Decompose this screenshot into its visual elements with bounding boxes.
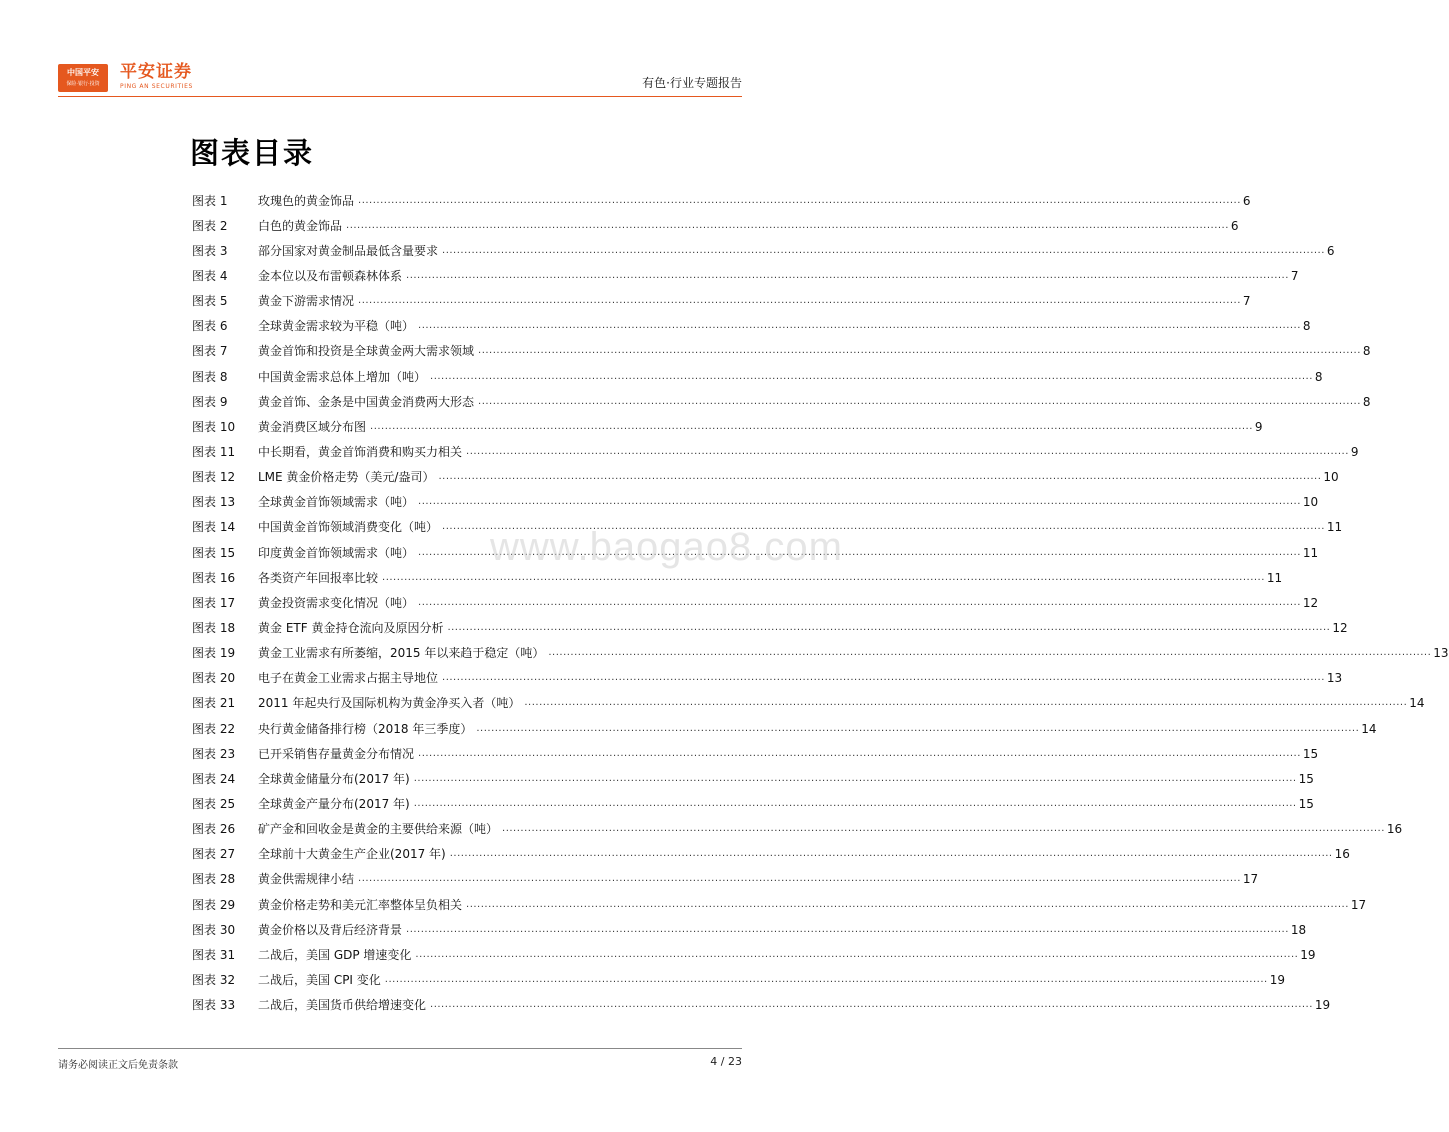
toc-entry[interactable] — [192, 314, 1311, 339]
toc-entry-title: 央行黄金储备排行榜（2018 年三季度） — [258, 721, 473, 736]
toc-leader-dots — [382, 570, 1265, 586]
toc-entry[interactable] — [192, 439, 1359, 464]
toc-leader-dots — [358, 193, 1241, 209]
toc-entry-title: 黄金下游需求情况 — [258, 294, 355, 309]
toc-entry[interactable] — [192, 842, 1350, 867]
toc-entry-number: 图表 2 — [192, 218, 228, 233]
toc-leader-dots — [524, 695, 1407, 711]
toc-entry-title: 二战后，美国 CPI 变化 — [258, 972, 381, 987]
toc-entry-title: 黄金工业需求有所萎缩，2015 年以来趋于稳定（吨） — [258, 646, 545, 661]
toc-entry-title: 黄金价格走势和美元汇率整体呈负相关 — [258, 897, 463, 912]
toc-entry-title: 二战后，美国货币供给增速变化 — [258, 998, 427, 1013]
toc-entry-page: 16 — [1334, 847, 1350, 862]
toc-entry-number: 图表 32 — [192, 972, 236, 987]
toc-entry-page: 15 — [1298, 771, 1314, 786]
toc-entry-number: 图表 31 — [192, 947, 236, 962]
toc-entry-title: 全球黄金需求较为平稳（吨） — [258, 319, 415, 334]
toc-entry-number: 图表 30 — [192, 922, 236, 937]
toc-entry-title: 黄金 ETF 黄金持仓流向及原因分析 — [258, 620, 444, 635]
toc-entry[interactable] — [192, 766, 1314, 791]
toc-entry[interactable] — [192, 364, 1323, 389]
page-number: 4 / 23 — [710, 1055, 742, 1068]
toc-entry-number: 图表 29 — [192, 897, 236, 912]
toc-entry-title: 黄金投资需求变化情况（吨） — [258, 595, 415, 610]
toc-entry[interactable] — [192, 339, 1371, 364]
toc-leader-dots — [414, 796, 1297, 812]
toc-leader-dots — [406, 268, 1289, 284]
toc-entry-number: 图表 1 — [192, 193, 228, 208]
toc-entry[interactable] — [192, 590, 1319, 615]
toc-entry[interactable] — [192, 238, 1335, 263]
toc-entry-page: 9 — [1254, 419, 1263, 434]
toc-entry-page: 12 — [1302, 595, 1319, 610]
toc-entry-page: 7 — [1242, 294, 1251, 309]
toc-entry-page: 14 — [1361, 721, 1377, 736]
toc-entry-title: 矿产金和回收金是黄金的主要供给来源（吨） — [258, 822, 499, 837]
toc-entry[interactable] — [192, 967, 1285, 992]
toc-entry-page: 19 — [1314, 998, 1331, 1013]
toc-entry-page: 6 — [1326, 243, 1335, 258]
brand-name-en: PING AN SECURITIES — [120, 83, 193, 90]
toc-entry-title: 二战后，美国 GDP 增速变化 — [258, 947, 412, 962]
toc-entry-page: 14 — [1409, 696, 1425, 711]
page-header — [58, 62, 742, 96]
toc-entry-number: 图表 25 — [192, 796, 236, 811]
toc-entry[interactable] — [192, 691, 1425, 716]
toc-entry-number: 图表 17 — [192, 595, 236, 610]
toc-entry[interactable] — [192, 641, 1449, 666]
toc-leader-dots — [415, 947, 1298, 963]
toc-entry-title: 玫瑰色的黄金饰品 — [258, 193, 355, 208]
toc-entry-number: 图表 5 — [192, 294, 228, 309]
toc-entry-page: 13 — [1326, 671, 1343, 686]
toc-entry[interactable] — [192, 942, 1316, 967]
toc-entry-page: 7 — [1290, 268, 1299, 283]
toc-entry-number: 图表 14 — [192, 520, 236, 535]
logo-bottom-text: 保险·银行·投资 — [66, 81, 100, 87]
toc-entry-page: 17 — [1350, 897, 1367, 912]
toc-leader-dots — [418, 595, 1301, 611]
toc-entry-number: 图表 3 — [192, 243, 228, 258]
toc-entry-page: 8 — [1302, 319, 1311, 334]
toc-leader-dots — [418, 494, 1301, 510]
toc-leader-dots — [466, 444, 1349, 460]
toc-entry-page: 17 — [1242, 872, 1259, 887]
pingan-logo — [58, 64, 108, 92]
toc-entry-page: 8 — [1362, 394, 1371, 409]
toc-entry-title: 中长期看，黄金首饰消费和购买力相关 — [258, 444, 463, 459]
toc-leader-dots — [478, 343, 1361, 359]
toc-entry-number: 图表 23 — [192, 746, 236, 761]
toc-entry-title: 黄金首饰、金条是中国黄金消费两大形态 — [258, 394, 475, 409]
toc-entry-number: 图表 13 — [192, 495, 236, 510]
toc-entry-page: 8 — [1362, 344, 1371, 359]
footer-disclaimer: 请务必阅读正文后免责条款 — [58, 1060, 178, 1071]
toc-entry-number: 图表 10 — [192, 419, 236, 434]
toc-entry-title: 中国黄金需求总体上增加（吨） — [258, 369, 427, 384]
toc-entry-title: 各类资产年回报率比较 — [258, 570, 379, 585]
toc-entry-title: 黄金供需规律小结 — [258, 872, 355, 887]
toc-leader-dots — [442, 670, 1325, 686]
toc-entry-page: 16 — [1386, 822, 1403, 837]
toc-entry-page: 19 — [1300, 947, 1316, 962]
toc-leader-dots — [466, 897, 1349, 913]
brand-name-cn: 平安证券 — [120, 62, 192, 82]
toc-entry-number: 图表 4 — [192, 268, 228, 283]
toc-entry-title: 黄金消费区域分布图 — [258, 419, 367, 434]
toc-leader-dots — [358, 871, 1241, 887]
logo-top-text: 中国平安 — [67, 68, 99, 77]
toc-entry[interactable] — [192, 791, 1314, 816]
toc-entry-page: 10 — [1302, 495, 1319, 510]
toc-entry[interactable] — [192, 414, 1263, 439]
brand — [120, 62, 193, 90]
toc-entry[interactable] — [192, 867, 1259, 892]
toc-entry[interactable] — [192, 490, 1319, 515]
toc-entry-title: 金本位以及布雷顿森林体系 — [258, 268, 403, 283]
toc-entry-title: 黄金首饰和投资是全球黄金两大需求领域 — [258, 344, 475, 359]
toc-entry-title: 黄金价格以及背后经济背景 — [258, 922, 403, 937]
toc-leader-dots — [548, 645, 1431, 661]
toc-leader-dots — [358, 293, 1241, 309]
toc-entry-page: 9 — [1350, 444, 1359, 459]
toc-entry-number: 图表 11 — [192, 444, 236, 459]
toc-entry-page: 8 — [1314, 369, 1323, 384]
toc-entry-title: 电子在黄金工业需求占据主导地位 — [258, 671, 439, 686]
toc-entry[interactable] — [192, 993, 1331, 1018]
toc-entry-title: 全球黄金储量分布(2017 年) — [258, 771, 410, 786]
toc-entry-number: 图表 22 — [192, 721, 236, 736]
toc-entry-number: 图表 9 — [192, 394, 228, 409]
toc-entry[interactable] — [192, 666, 1343, 691]
toc-entry[interactable] — [192, 465, 1339, 490]
toc-entry-title: 白色的黄金饰品 — [258, 218, 343, 233]
toc-entry-number: 图表 26 — [192, 822, 236, 837]
toc-entry-number: 图表 7 — [192, 344, 228, 359]
toc-entry-title: 部分国家对黄金制品最低含量要求 — [258, 243, 439, 258]
toc-entry-number: 图表 16 — [192, 570, 236, 585]
toc-entry-number: 图表 19 — [192, 646, 236, 661]
toc-leader-dots — [438, 469, 1321, 485]
toc-leader-dots — [406, 922, 1289, 938]
toc-entry-number: 图表 18 — [192, 620, 236, 635]
toc-entry-title: 全球前十大黄金生产企业(2017 年) — [258, 847, 446, 862]
toc-entry-page: 13 — [1433, 646, 1449, 661]
toc-entry[interactable] — [192, 917, 1307, 942]
toc-leader-dots — [346, 218, 1229, 234]
toc-entry-number: 图表 21 — [192, 696, 236, 711]
toc-entry-number: 图表 24 — [192, 771, 236, 786]
toc-entry-title: 已开采销售存量黄金分布情况 — [258, 746, 415, 761]
toc-entry-page: 12 — [1332, 620, 1348, 635]
toc-leader-dots — [385, 972, 1268, 988]
toc-entry-page: 18 — [1290, 922, 1307, 937]
toc-entry-page: 15 — [1298, 796, 1314, 811]
toc-entry-page: 10 — [1323, 470, 1339, 485]
toc-entry[interactable] — [192, 741, 1319, 766]
toc-entry[interactable] — [192, 213, 1239, 238]
toc-entry[interactable] — [192, 892, 1367, 917]
toc-leader-dots — [447, 620, 1330, 636]
header-divider — [58, 96, 742, 97]
toc-entry-number: 图表 8 — [192, 369, 228, 384]
toc-entry[interactable] — [192, 389, 1371, 414]
toc-entry[interactable] — [192, 263, 1299, 288]
toc-leader-dots — [450, 846, 1333, 862]
report-type: 有色·行业专题报告 — [642, 76, 742, 90]
toc-entry-title: LME 黄金价格走势（美元/盎司） — [258, 470, 435, 485]
toc-entry-title: 中国黄金首饰领域消费变化（吨） — [258, 520, 439, 535]
toc-leader-dots — [414, 771, 1297, 787]
toc-entry-page: 6 — [1242, 193, 1251, 208]
page-title: 图表目录 — [190, 136, 315, 170]
toc-entry-page: 11 — [1302, 545, 1319, 560]
toc-entry-title: 全球黄金产量分布(2017 年) — [258, 796, 410, 811]
toc-leader-dots — [418, 746, 1301, 762]
toc-entry-number: 图表 28 — [192, 872, 236, 887]
toc-entry[interactable] — [192, 289, 1251, 314]
toc-entry-number: 图表 12 — [192, 470, 236, 485]
toc-leader-dots — [442, 243, 1325, 259]
toc-entry-page: 11 — [1266, 570, 1283, 585]
toc-entry-number: 图表 6 — [192, 319, 228, 334]
toc-leader-dots — [502, 821, 1385, 837]
toc-entry-page: 11 — [1326, 520, 1343, 535]
toc-entry-title: 2011 年起央行及国际机构为黄金净买入者（吨） — [258, 696, 521, 711]
toc-entry-page: 15 — [1302, 746, 1319, 761]
footer-divider — [58, 1048, 742, 1049]
toc-leader-dots — [476, 721, 1359, 737]
toc-entry-number: 图表 15 — [192, 545, 236, 560]
toc-entry-page: 19 — [1269, 972, 1285, 987]
toc-entry-title: 印度黄金首饰领域需求（吨） — [258, 545, 415, 560]
toc-entry-page: 6 — [1230, 218, 1239, 233]
toc-entry[interactable] — [192, 716, 1377, 741]
toc-entry-title: 全球黄金首饰领域需求（吨） — [258, 495, 415, 510]
toc-leader-dots — [478, 394, 1361, 410]
toc-leader-dots — [370, 419, 1253, 435]
toc-entry[interactable] — [192, 817, 1403, 842]
table-of-figures — [192, 188, 1449, 1018]
toc-entry-number: 图表 20 — [192, 671, 236, 686]
toc-entry-number: 图表 27 — [192, 847, 236, 862]
toc-entry-number: 图表 33 — [192, 998, 236, 1013]
toc-leader-dots — [430, 369, 1313, 385]
toc-entry[interactable] — [192, 188, 1251, 213]
watermark: www.baogao8.com — [490, 525, 843, 569]
toc-entry[interactable] — [192, 615, 1348, 640]
toc-leader-dots — [418, 318, 1301, 334]
toc-leader-dots — [430, 997, 1313, 1013]
